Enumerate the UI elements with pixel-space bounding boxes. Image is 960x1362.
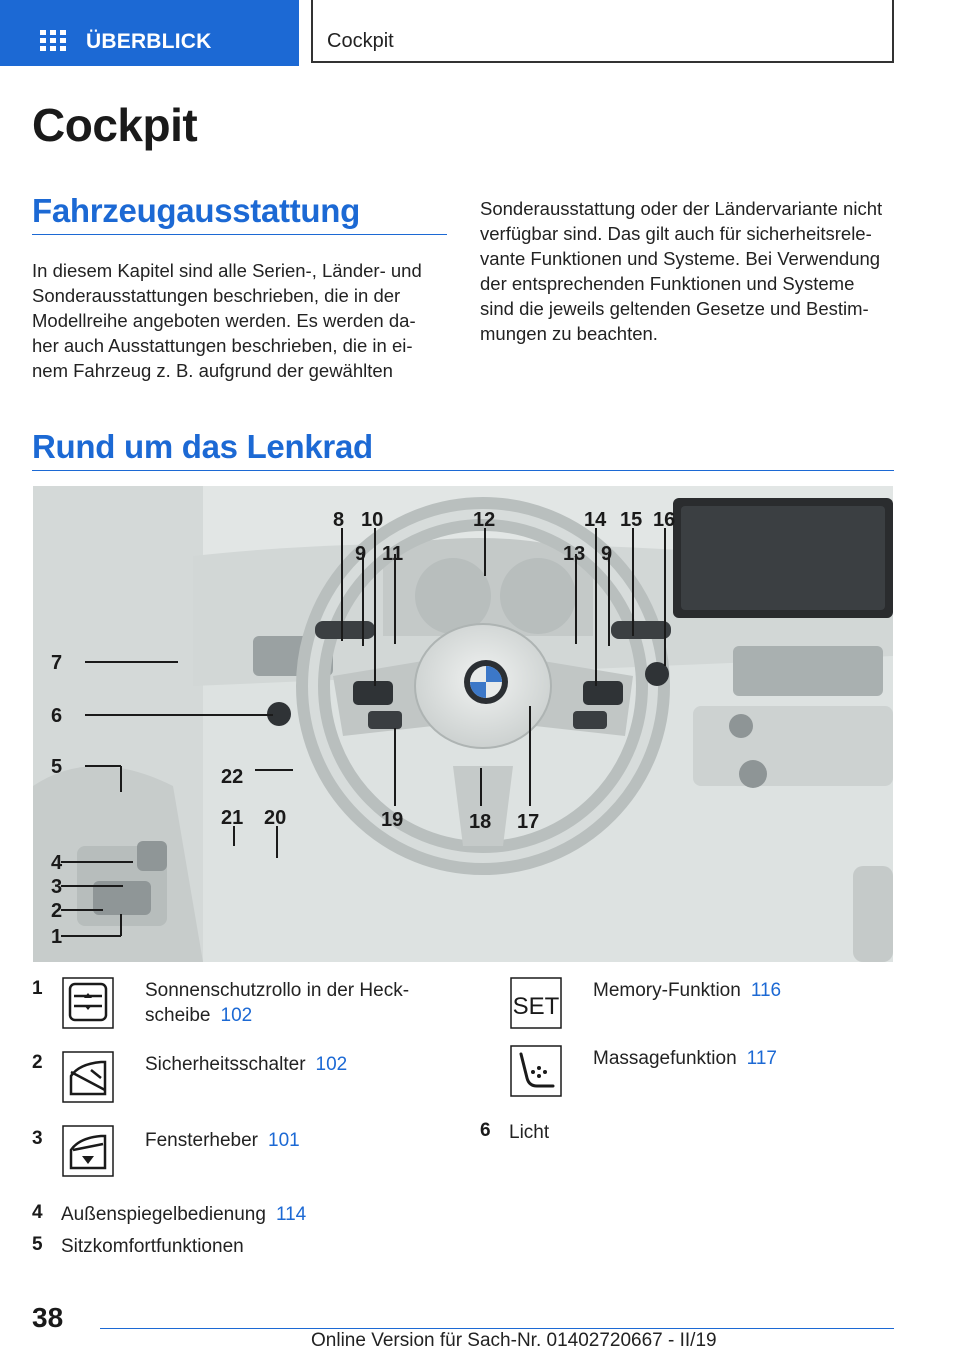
legend-text: Fensterheber — [145, 1130, 259, 1151]
cockpit-illustration — [33, 486, 893, 962]
legend-item-memory — [593, 978, 781, 1003]
text-line: vante Funktionen und Systeme. Bei Verwendung — [480, 248, 881, 269]
massage-seat-icon — [509, 1044, 563, 1098]
page-ref-link[interactable]: 114 — [275, 1204, 307, 1225]
callout-9-right: 9 — [601, 543, 613, 565]
legend-number: 2 — [32, 1052, 43, 1073]
legend-number: 5 — [32, 1234, 43, 1255]
text-line: Sonderausstattungen beschrieben, die in der — [32, 285, 401, 306]
section-tab[interactable] — [0, 0, 299, 66]
paragraph-left — [32, 258, 422, 383]
callout-19: 19 — [381, 809, 404, 831]
window-lift-icon — [61, 1124, 115, 1178]
callout-10: 10 — [361, 509, 384, 531]
page-ref-link[interactable]: 102 — [220, 1005, 253, 1026]
section-rule — [32, 470, 894, 471]
callout-6: 6 — [51, 705, 63, 727]
callout-11: 11 — [382, 543, 404, 565]
text-line: Sonderausstattung oder der Ländervariante nicht — [480, 198, 883, 219]
text-line: Modellreihe angeboten werden. Es werden da‐ — [32, 310, 416, 331]
legend-item-seat-comfort — [61, 1234, 244, 1259]
legend-text: Memory-Funktion — [593, 980, 741, 1001]
sunshade-icon — [61, 976, 115, 1030]
legend-item-safety-switch — [145, 1052, 347, 1077]
callout-16: 16 — [653, 509, 676, 531]
legend-number: 6 — [480, 1120, 491, 1141]
callout-13: 13 — [563, 543, 586, 565]
callout-2: 2 — [51, 900, 63, 922]
legend-item-massage — [593, 1046, 777, 1071]
page-ref-link[interactable]: 102 — [315, 1054, 348, 1075]
section-heading-vehicle: Fahrzeugausstattung — [32, 192, 360, 229]
section-heading-steering: Rund um das Lenkrad — [32, 428, 373, 465]
callout-8: 8 — [333, 509, 345, 531]
callout-12: 12 — [473, 509, 496, 531]
page-ref-link[interactable]: 116 — [750, 980, 782, 1001]
text-line: nem Fahrzeug z. B. aufgrund der gewählten — [32, 360, 393, 381]
legend-item-light — [509, 1120, 549, 1145]
callout-15: 15 — [620, 509, 643, 531]
legend-text: Sicherheitsschalter — [145, 1054, 306, 1075]
legend-item-sunshade — [145, 978, 409, 1028]
set-icon-label: SET — [512, 993, 560, 1020]
callout-5: 5 — [51, 756, 63, 778]
legend-text: Massagefunktion — [593, 1048, 737, 1069]
online-version: Online Version für Sach-Nr. 01402720667 - II/19 — [311, 1330, 717, 1351]
text-line: In diesem Kapitel sind alle Serien-, Länder- und — [32, 260, 422, 281]
legend-number: 3 — [32, 1128, 43, 1149]
text-line: der entsprechenden Funktionen und Systeme — [480, 273, 855, 294]
page-ref-link[interactable]: 101 — [268, 1130, 300, 1151]
page-title: Cockpit — [32, 99, 198, 151]
legend-number: 1 — [32, 978, 43, 999]
text-line: sind die jeweils geltenden Gesetze und Bestim‐ — [480, 298, 869, 319]
text-line: verfügbar sind. Das gilt auch für sicherheitsrele‐ — [480, 223, 872, 244]
paragraph-right — [480, 196, 882, 346]
legend-text: scheibe — [145, 1005, 211, 1026]
page-number: 38 — [32, 1302, 64, 1333]
callout-3: 3 — [51, 876, 63, 898]
window-lock-icon — [61, 1050, 115, 1104]
callout-21: 21 — [221, 807, 244, 829]
callout-20: 20 — [264, 807, 287, 829]
legend-text: Außenspiegelbedienung — [61, 1204, 266, 1225]
legend-text: Licht — [509, 1122, 550, 1143]
legend-item-mirror — [61, 1202, 306, 1227]
callout-4: 4 — [51, 852, 63, 874]
text-line: mungen zu beachten. — [480, 323, 658, 344]
callout-14: 14 — [584, 509, 607, 531]
chapter-box — [311, 0, 894, 63]
callout-7: 7 — [51, 652, 63, 674]
legend-item-window-lift — [145, 1128, 300, 1153]
grid-icon — [40, 30, 66, 50]
page-ref-link[interactable]: 117 — [746, 1048, 777, 1069]
legend-text: Sonnenschutzrollo in der Heck‐ — [145, 980, 410, 1001]
cockpit-drawing — [33, 486, 893, 962]
legend-number: 4 — [32, 1202, 43, 1223]
callout-17: 17 — [517, 811, 540, 833]
chapter-label: Cockpit — [327, 30, 394, 52]
callout-18: 18 — [469, 811, 492, 833]
callout-1: 1 — [51, 926, 63, 948]
text-line: her auch Ausstattungen beschrieben, die in ei‐ — [32, 335, 413, 356]
set-icon — [509, 976, 563, 1030]
section-rule — [32, 234, 447, 235]
callout-22: 22 — [221, 766, 244, 788]
section-label: ÜBERBLICK — [86, 30, 212, 53]
callout-9-left: 9 — [355, 543, 367, 565]
legend-text: Sitzkomfortfunktionen — [61, 1236, 244, 1257]
footer-rule — [100, 1328, 894, 1329]
